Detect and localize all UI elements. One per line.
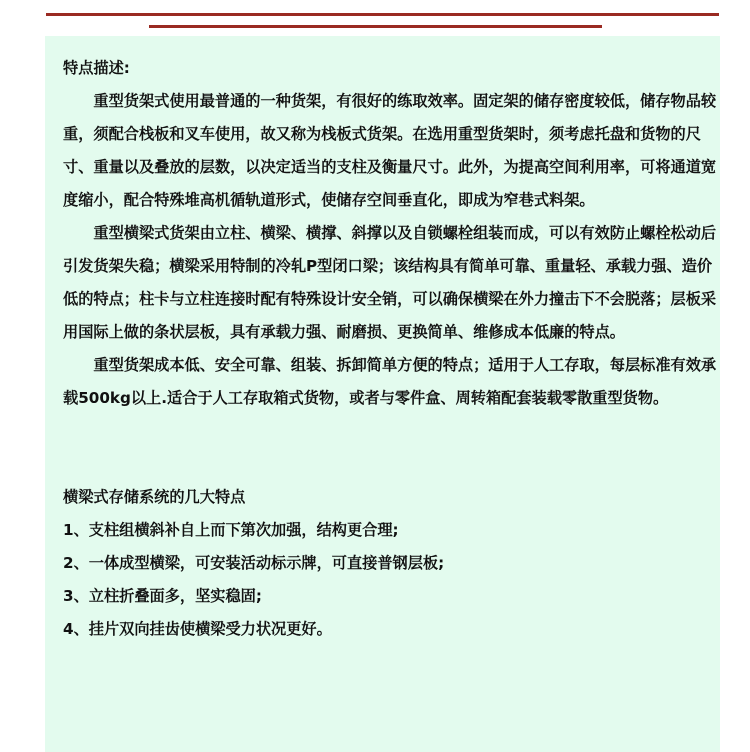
top-divider	[46, 13, 719, 16]
paragraph-structure: 重型横梁式货架由立柱、横梁、横撑、斜撑以及自锁螺栓组装而成，可以有效防止螺栓松动后引发货架失稳；横梁采用特制的冷轧P型闭口梁；该结构具有简单可靠、重量轻、承载力强、造价低的特点；柱卡与立柱连接时配有特殊设计安全销，可以确保横梁在外力撞击下不会脱落；层板采用国际上做的条状层板，具有承载力强、耐磨损、更换简单、维修成本低廉的特点。	[63, 224, 717, 341]
paragraph-overview: 重型货架式使用最普通的一种货架，有很好的练取效率。固定架的储存密度较低，储存物品较重，须配合栈板和叉车使用，故又称为栈板式货架。在选用重型货架时，须考虑托盘和货物的尺寸、重量以及叠放的层数，以决定适当的支柱及衡量尺寸。此外，为提高空间利用率，可将通道宽度缩小，配合特殊堆高机循轨道形式，使储存空间垂直化，即成为窄巷式料架。	[63, 92, 717, 209]
list-item: 2、一体成型横梁，可安装活动标示牌，可直接普钢层板;	[63, 554, 445, 572]
sub-divider	[149, 25, 602, 28]
section-spacer	[63, 415, 718, 481]
article-body	[63, 52, 718, 646]
paragraph-advantages: 重型货架成本低、安全可靠、组装、拆卸简单方便的特点；适用于人工存取，每层标准有效承载500kg以上.适合于人工存取箱式货物，或者与零件盒、周转箱配套装载零散重型货物。	[63, 356, 717, 407]
beam-system-heading: 横梁式存储系统的几大特点	[63, 488, 246, 506]
features-heading: 特点描述:	[63, 59, 130, 77]
list-item: 3、立柱折叠面多，坚实稳固;	[63, 587, 262, 605]
list-item: 4、挂片双向挂齿使横梁受力状况更好。	[63, 620, 332, 638]
list-item: 1、支柱组横斜补自上而下第次加强，结构更合理;	[63, 521, 399, 539]
